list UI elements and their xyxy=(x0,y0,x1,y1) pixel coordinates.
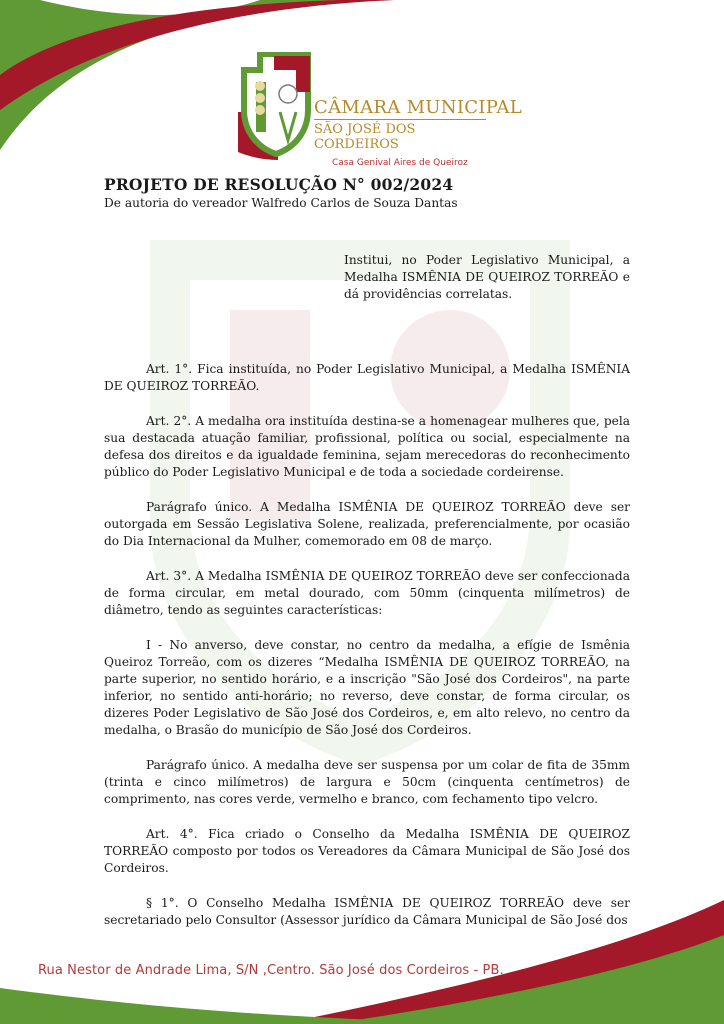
logo-text-block xyxy=(314,97,522,168)
footer-address: Rua Nestor de Andrade Lima, S/N ,Centro. São José dos Cordeiros - PB. xyxy=(38,963,504,978)
camara-logo-emblem xyxy=(230,52,320,162)
logo-title: CÂMARA MUNICIPAL xyxy=(314,97,523,118)
document-author: De autoria do vereador Walfredo Carlos de Souza Dantas xyxy=(104,196,458,210)
paragraph-art-3: Art. 3°. A Medalha ISMÊNIA DE QUEIROZ TORREÃO deve ser confeccionada de forma circular, em metal dourado, com 50mm (cinquenta milímetros) de diâmetro, tendo as seguintes características: xyxy=(104,569,630,617)
paragraph-art-2-unico: Parágrafo único. A Medalha ISMÊNIA DE QUEIROZ TORREÃO deve ser outorgada em Sessão Legislativa Solene, realizada, preferencialmente, por ocasião do Dia Internacional da Mulher, comemorado em 08 de março. xyxy=(104,500,630,548)
paragraph-art-1: Art. 1°. Fica instituída, no Poder Legislativo Municipal, a Medalha ISMÊNIA DE QUEIROZ TORREÃO. xyxy=(104,362,630,393)
document-ementa: Institui, no Poder Legislativo Municipal, a Medalha ISMÊNIA DE QUEIROZ TORREÃO e dá providências correlatas. xyxy=(344,253,630,301)
document-title: PROJETO DE RESOLUÇÃO N° 002/2024 xyxy=(104,175,454,194)
document-body xyxy=(104,175,630,929)
paragraph-art-4-par-1: § 1°. O Conselho Medalha ISMÊNIA DE QUEIROZ TORREÃO deve ser secretariado pelo Consultor (Assessor jurídico da Câmara Municipal de São José dos xyxy=(104,896,630,927)
logo-house-name: Casa Genival Aires de Queiroz xyxy=(332,158,468,168)
paragraph-art-3-unico: Parágrafo único. A medalha deve ser suspensa por um colar de fita de 35mm (trinta e cinco milímetros) de largura e 50cm (cinquenta centímetros) de comprimento, nas cores verde, vermelho e branco, com fechamento tipo velcro. xyxy=(104,758,630,806)
paragraph-art-2: Art. 2°. A medalha ora instituída destina-se a homenagear mulheres que, pela sua destacada atuação familiar, profissional, política ou social, especialmente na defesa dos direitos e da igualdade feminina, sejam merecedoras do reconhecimento público do Poder Legislativo Municipal e de toda a sociedade cordeirense. xyxy=(104,414,630,479)
paragraph-art-3-inciso-1: I - No anverso, deve constar, no centro da medalha, a efígie de Ismênia Queiroz Torreão, com os dizeres “Medalha ISMÊNIA DE QUEIROZ TORREÃO, na parte superior, no sentido horário, e a inscrição "São José dos Cordeiros", na parte inferior, no sentido anti-horário; no reverso, deve constar, de forma circular, os dizeres Poder Legislativo de São José dos Cordeiros, e, em alto relevo, no centro da medalha, o Brasão do município de São José dos Cordeiros. xyxy=(104,638,630,737)
logo-subtitle: SÃO JOSÉ DOS CORDEIROS xyxy=(314,119,486,152)
paragraph-art-4: Art. 4°. Fica criado o Conselho da Medalha ISMÊNIA DE QUEIROZ TORREÃO composto por todos os Vereadores da Câmara Municipal de São José dos Cordeiros. xyxy=(104,827,630,875)
